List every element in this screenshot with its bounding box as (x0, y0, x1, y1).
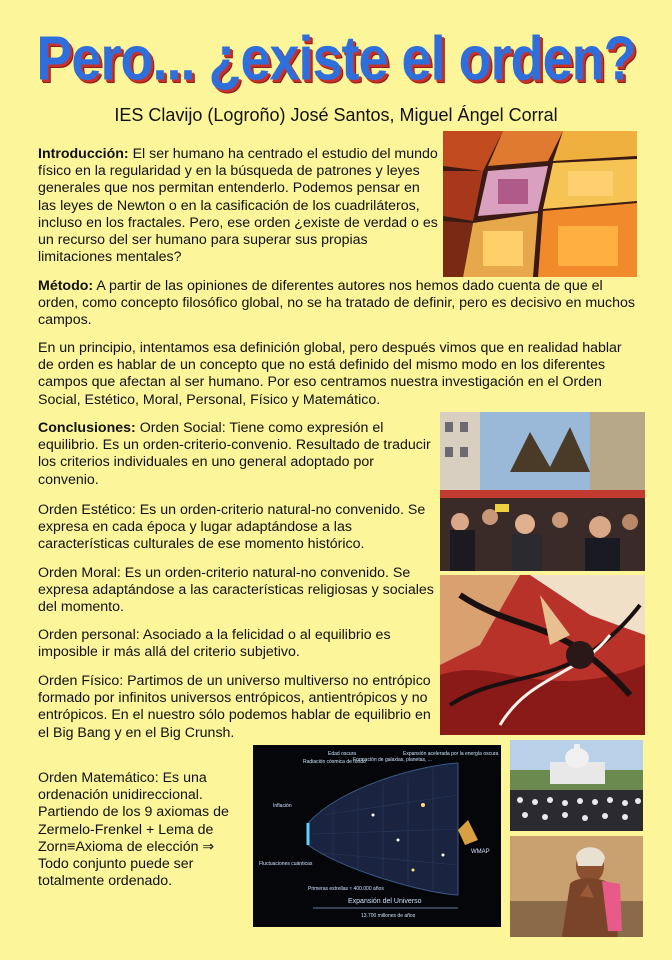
poster-title: Pero... ¿existe el orden? (36, 24, 636, 94)
orden-fisico-text: Orden Físico: Partimos de un universo multiverso no entrópico formado por infinitos universos entrópicos, antientrópicos y no entrópicos. En el nuestro sólo podemos hablar de equilibrio en el Big Bang y en el Big Crunsh. (38, 673, 431, 741)
metodo-paragraph (38, 278, 638, 330)
universe-expansion-diagram (253, 745, 501, 927)
label-inflacion: Inflación (273, 803, 292, 809)
label-fluctuaciones: Fluctuaciones cuánticas (259, 861, 313, 867)
label-formacion: Formación de galaxias, planetas, ... (353, 757, 432, 763)
label-expansion-acelerada: Expansión acelerada por la energía oscura (403, 751, 499, 757)
intro-paragraph (38, 146, 438, 266)
label-radiacion: Radiación cósmica de fondo (303, 759, 366, 765)
label-13700-millones: 13.700 millones de años (361, 913, 416, 919)
praying-man-photo (510, 836, 643, 937)
intro-label: Introducción: (38, 146, 129, 162)
metodo-paragraph-2: En un principio, intentamos esa definición global, pero después vimos que en realidad hablar de orden es hablar de un concepto que no está definido del mismo modo en los diferentes campos que afectan al ser humano. Por eso centramos nuestra investigación en el Orden Social, Estético, Moral, Personal, Físico y Matemático. (38, 340, 622, 408)
label-expansion-universo: Expansión del Universo (348, 898, 422, 905)
colored-boxes-photo (443, 131, 637, 277)
metodo-label: Método: (38, 278, 94, 294)
abstract-painting-photo (440, 575, 645, 735)
intro-text: El ser humano ha centrado el estudio del mundo físico en la regularidad y en la búsqueda de patrones y leyes generales que nos permitan entenderlo. Podemos pensar en las leyes de Newton o en la casificación de los cuadriláteros, incluso en los fractales. Pero, ese orden ¿existe de verdad o es un recurso del ser humano para superar sus propias limitaciones mentales? (38, 146, 438, 266)
conclusiones-label: Conclusiones: (38, 420, 136, 436)
capitol-prayer-photo (510, 740, 643, 831)
metodo-text: A partir de las opiniones de diferentes autores nos hemos dado cuenta de que el orden, como concepto filosófico global, no se ha tratado de definir, pero es decisivo en muchos campos. (38, 278, 636, 329)
orden-social-text: Orden Social: Tiene como expresión el equilibrio. Es un orden-criterio-convenio. Resultado de traducir los criterios individuales en uno general adoptado por convenio. (38, 420, 431, 488)
authors-line: IES Clavijo (Logroño) José Santos, Miguel Ángel Corral (114, 105, 558, 125)
label-primeras-estrellas: Primeras estrellas ≈ 400.000 años (308, 886, 384, 892)
orden-personal-text: Orden personal: Asociado a la felicidad o al equilibrio es imposible ir más allá del criterio subjetivo. (38, 627, 391, 661)
conclusiones-social (38, 420, 436, 489)
protest-crowd-photo (440, 412, 645, 571)
orden-moral-text: Orden Moral: Es un orden-criterio natural-no convenido. Se expresa adaptándose a las características religiosas y sociales del momento. (38, 565, 434, 616)
label-wmap: WMAP (471, 849, 490, 855)
orden-matematico-text: Orden Matemático: Es una ordenación unidireccional. Partiendo de los 9 axiomas de Zermelo-Frenkel + Lema de Zorn≡Axioma de elección ⇒ Todo conjunto puede ser totalmente ordenado. (38, 770, 229, 890)
orden-estetico-text: Orden Estético: Es un orden-criterio natural-no convenido. Se expresa en cada época y lugar adaptándose a las características culturales de ese momento histórico. (38, 502, 426, 553)
label-edad-oscura: Edad oscura (328, 751, 357, 757)
